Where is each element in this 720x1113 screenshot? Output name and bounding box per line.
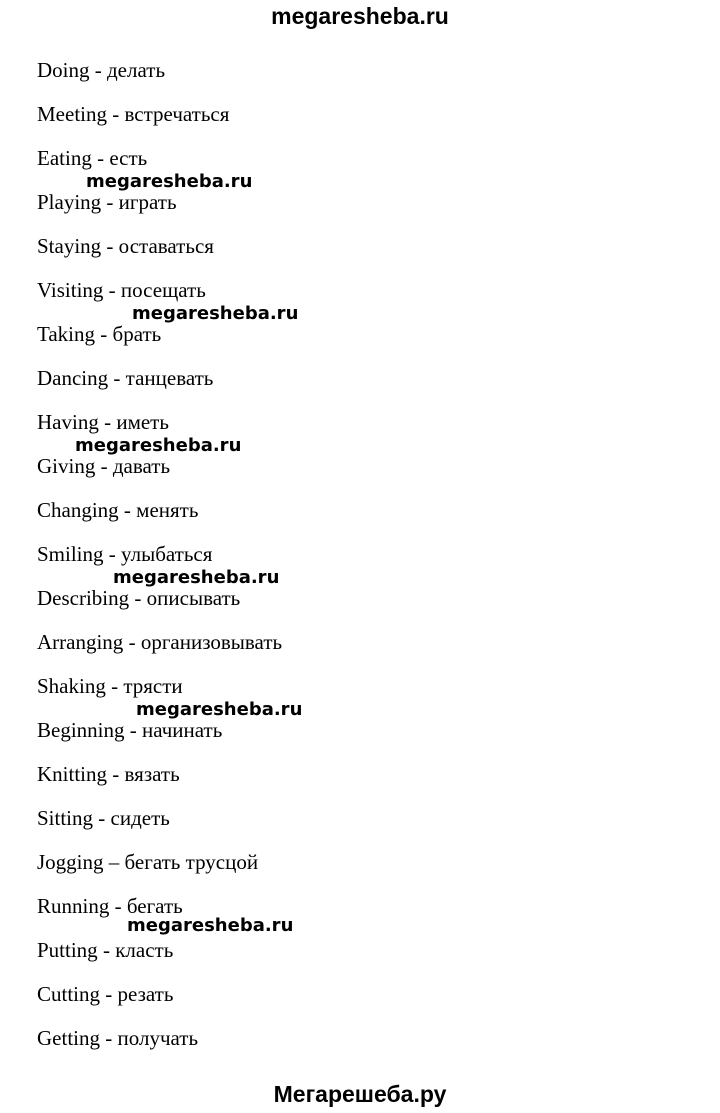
separator: - xyxy=(109,894,127,918)
russian-translation: посещать xyxy=(120,278,206,302)
english-word: Smiling xyxy=(37,542,104,566)
russian-translation: трясти xyxy=(123,674,183,698)
list-item xyxy=(37,937,173,963)
list-item xyxy=(37,101,229,127)
russian-translation: получать xyxy=(117,1026,199,1050)
english-word: Giving xyxy=(37,454,96,478)
russian-translation: начинать xyxy=(142,718,223,742)
separator: - xyxy=(103,542,122,566)
russian-translation: резать xyxy=(117,982,174,1006)
separator: - xyxy=(106,102,125,126)
separator: - xyxy=(107,762,125,786)
separator: - xyxy=(100,982,118,1006)
english-word: Meeting xyxy=(37,102,107,126)
separator: - xyxy=(101,190,119,214)
russian-translation: описывать xyxy=(146,586,241,610)
english-word: Arranging xyxy=(37,630,124,654)
english-word: Visiting xyxy=(37,278,104,302)
english-word: Jogging xyxy=(37,850,104,874)
russian-translation: делать xyxy=(107,58,166,82)
separator: - xyxy=(89,58,107,82)
list-item xyxy=(37,409,169,435)
separator: - xyxy=(101,234,119,258)
separator: - xyxy=(95,322,113,346)
russian-translation: организовывать xyxy=(140,630,283,654)
english-word: Sitting xyxy=(37,806,94,830)
list-item xyxy=(37,145,147,171)
russian-translation: вязать xyxy=(124,762,180,786)
separator: - xyxy=(123,630,141,654)
separator: - xyxy=(98,410,117,434)
english-word: Running xyxy=(37,894,110,918)
header-watermark: megaresheba.ru xyxy=(271,3,449,29)
inline-watermark: megaresheba.ru xyxy=(132,303,299,324)
separator: – xyxy=(103,850,125,874)
list-item xyxy=(37,805,170,831)
english-word: Beginning xyxy=(37,718,125,742)
russian-translation: сидеть xyxy=(110,806,170,830)
english-word: Describing xyxy=(37,586,130,610)
english-word: Taking xyxy=(37,322,96,346)
list-item xyxy=(37,541,212,567)
russian-translation: есть xyxy=(109,146,148,170)
russian-translation: улыбаться xyxy=(121,542,213,566)
russian-translation: менять xyxy=(136,498,199,522)
russian-translation: иметь xyxy=(116,410,169,434)
list-item xyxy=(37,1025,198,1051)
separator: - xyxy=(91,146,110,170)
russian-translation: давать xyxy=(112,454,171,478)
russian-translation: танцевать xyxy=(125,366,214,390)
list-item xyxy=(37,981,173,1007)
english-word: Getting xyxy=(37,1026,100,1050)
list-item xyxy=(37,57,165,83)
russian-translation: класть xyxy=(115,938,174,962)
list-item xyxy=(37,365,213,391)
list-item xyxy=(37,233,214,259)
english-word: Eating xyxy=(37,146,92,170)
separator: - xyxy=(97,938,116,962)
english-word: Doing xyxy=(37,58,90,82)
english-word: Putting xyxy=(37,938,98,962)
separator: - xyxy=(118,498,137,522)
english-word: Having xyxy=(37,410,99,434)
list-item xyxy=(37,761,180,787)
inline-watermark: megaresheba.ru xyxy=(127,915,294,936)
separator: - xyxy=(124,718,142,742)
inline-watermark: megaresheba.ru xyxy=(75,435,242,456)
separator: - xyxy=(129,586,147,610)
russian-translation: бегать трусцой xyxy=(124,850,259,874)
english-word: Changing xyxy=(37,498,119,522)
russian-translation: встречаться xyxy=(124,102,230,126)
english-word: Knitting xyxy=(37,762,108,786)
russian-translation: оставаться xyxy=(118,234,214,258)
separator: - xyxy=(108,366,126,390)
inline-watermark: megaresheba.ru xyxy=(86,171,253,192)
english-word: Playing xyxy=(37,190,102,214)
footer-watermark: Мегарешеба.ру xyxy=(273,1081,447,1107)
english-word: Dancing xyxy=(37,366,109,390)
inline-watermark: megaresheba.ru xyxy=(136,699,303,720)
russian-translation: бегать xyxy=(126,894,183,918)
separator: - xyxy=(105,674,124,698)
english-word: Staying xyxy=(37,234,102,258)
separator: - xyxy=(100,1026,118,1050)
separator: - xyxy=(95,454,113,478)
english-word: Shaking xyxy=(37,674,106,698)
inline-watermark: megaresheba.ru xyxy=(113,567,280,588)
english-word: Cutting xyxy=(37,982,101,1006)
list-item xyxy=(37,497,198,523)
separator: - xyxy=(93,806,111,830)
list-item xyxy=(37,629,282,655)
russian-translation: играть xyxy=(118,190,177,214)
list-item xyxy=(37,849,258,875)
list-item xyxy=(37,673,183,699)
separator: - xyxy=(103,278,121,302)
list-item xyxy=(37,277,206,303)
russian-translation: брать xyxy=(112,322,162,346)
